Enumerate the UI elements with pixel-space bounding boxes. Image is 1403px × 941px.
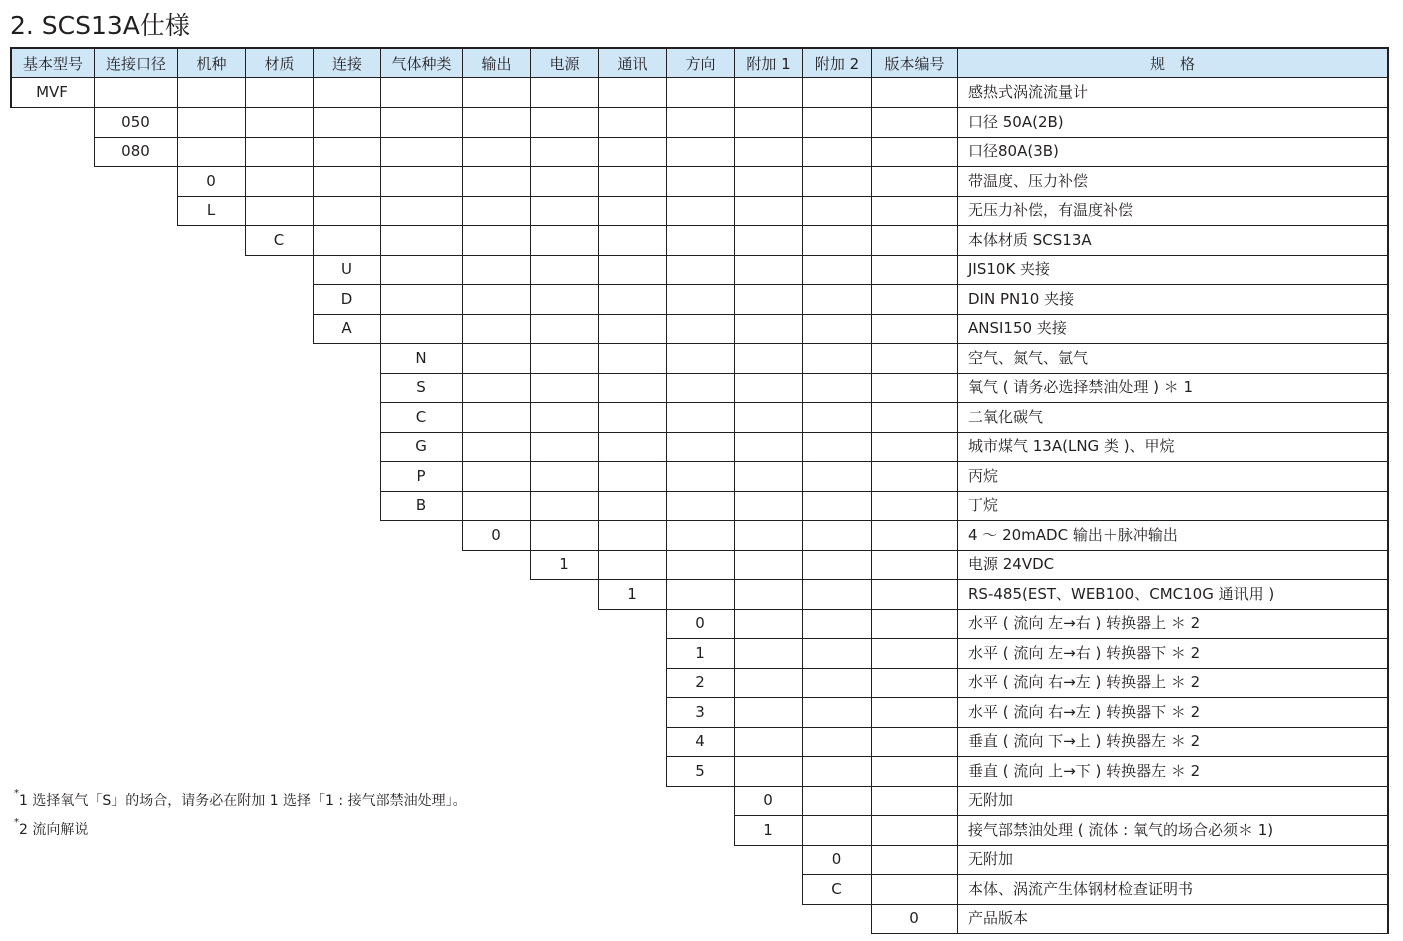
header-connection: 连接: [313, 49, 380, 78]
column-line: [245, 78, 246, 255]
option-code: D: [340, 289, 353, 308]
spec-text: 口径80A(3B): [968, 142, 1059, 160]
table-right-border: [1387, 78, 1389, 934]
spec-text: 垂直 ( 流向 下→上 ) 转换器左 ＊ 2: [968, 732, 1201, 750]
spec-text: 口径 50A(2B): [968, 112, 1064, 131]
column-line: [94, 78, 95, 167]
header-power: 电源: [530, 49, 598, 78]
column-line: [598, 78, 599, 609]
header-specification: 规 格: [957, 49, 1389, 78]
option-code: 1: [627, 584, 637, 603]
row-divider: [245, 255, 1389, 256]
spec-text: JIS10K 夹接: [968, 260, 1051, 278]
header-basic-model: 基本型号: [10, 49, 94, 78]
row-divider: [380, 432, 1389, 433]
column-line: [10, 78, 12, 108]
option-code: 3: [695, 702, 705, 721]
option-code: 080: [121, 142, 150, 160]
option-code: C: [273, 230, 285, 249]
header-option-1: 附加 1: [734, 49, 802, 78]
option-code: L: [206, 201, 216, 219]
option-code: G: [415, 437, 427, 455]
spec-text: 无压力补偿，有温度补偿: [968, 201, 1134, 219]
spec-text: 电源 24VDC: [968, 555, 1055, 573]
row-divider: [380, 373, 1389, 374]
spec-text: 水平 ( 流向 左→右 ) 转换器下 ＊ 2: [968, 643, 1201, 662]
column-line: [313, 78, 314, 344]
spec-text: 水平 ( 流向 右→左 ) 转换器上 ＊ 2: [968, 673, 1201, 691]
footnote-text: 1 选择氧气「S」的场合，请务必在附加 1 选择「1 : 接气部禁油处理」。: [19, 793, 467, 809]
option-code: A: [341, 319, 352, 337]
column-line: [530, 78, 531, 580]
option-code: P: [416, 466, 426, 485]
row-divider: [313, 314, 1389, 315]
option-code: 0: [695, 614, 705, 632]
spec-text: RS-485(EST、WEB100、CMC10G 通讯用 ): [968, 584, 1275, 603]
option-code: 4: [695, 732, 705, 750]
option-code: 1: [559, 555, 569, 573]
spec-text: ANSI150 夹接: [968, 319, 1067, 337]
header-communication: 通讯: [598, 49, 666, 78]
footnote-mark: *: [14, 817, 19, 828]
spec-text: 接气部禁油处理 ( 流体 : 氧气的场合必须＊ 1): [968, 820, 1274, 839]
spec-text: 氧气 ( 请务必选择禁油处理 ) ＊ 1: [968, 378, 1194, 396]
page-title: 2. SCS13A仕様: [10, 11, 190, 40]
spec-text: 本体材质 SCS13A: [968, 230, 1092, 249]
option-code: U: [341, 260, 352, 278]
spec-text: 空气、氮气、氩气: [968, 348, 1089, 367]
footnote-mark: *: [14, 788, 19, 799]
column-line: [734, 78, 735, 845]
option-code: 050: [121, 112, 150, 131]
row-divider: [10, 107, 1389, 108]
spec-text: 城市煤气 13A(LNG 类 )、甲烷: [968, 437, 1175, 455]
column-line: [177, 78, 178, 226]
row-divider: [94, 166, 1389, 167]
row-divider: [177, 196, 1389, 197]
row-divider: [380, 491, 1389, 492]
header-direction: 方向: [666, 49, 734, 78]
option-code: 0: [831, 850, 842, 868]
spec-text: 产品版本: [968, 909, 1029, 927]
spec-text: 丙烷: [968, 466, 999, 485]
row-divider: [462, 550, 1389, 551]
option-code: 5: [695, 761, 705, 780]
option-code: 0: [491, 525, 501, 544]
option-code: N: [415, 348, 427, 367]
header-bore-size: 连接口径: [94, 49, 177, 78]
column-line: [871, 78, 872, 934]
row-divider: [313, 343, 1389, 344]
spec-text: 带温度、压力补偿: [968, 171, 1089, 190]
row-divider: [313, 284, 1389, 285]
spec-text: DIN PN10 夹接: [968, 289, 1075, 308]
column-line: [462, 78, 463, 550]
spec-text: 水平 ( 流向 左→右 ) 转换器上 ＊ 2: [968, 614, 1201, 632]
spec-text: 无附加: [968, 850, 1014, 868]
column-line: [666, 78, 667, 786]
footnote-1: [14, 790, 467, 810]
footnote-text: 2 流向解说: [19, 822, 89, 838]
option-code: 0: [206, 171, 216, 190]
header-model-type: 机种: [177, 49, 245, 78]
option-code: 2: [695, 673, 705, 691]
column-line: [380, 78, 381, 521]
option-code: 0: [909, 909, 919, 927]
footnote-2: [14, 819, 88, 839]
spec-column-line: [957, 78, 958, 934]
header-output: 输出: [462, 49, 530, 78]
option-code: S: [416, 378, 426, 396]
row-divider: [177, 225, 1389, 226]
spec-text: 4 ～ 20mADC 输出＋脉冲输出: [968, 525, 1178, 544]
column-line: [802, 78, 803, 904]
header-version-number: 版本编号: [871, 49, 957, 78]
option-code: C: [831, 879, 842, 898]
option-code: 1: [695, 643, 705, 662]
header-option-2: 附加 2: [802, 49, 871, 78]
row-divider: [380, 461, 1389, 462]
header-material: 材质: [245, 49, 313, 78]
spec-text: 二氧化碳气: [968, 407, 1044, 426]
option-code: MVF: [36, 83, 68, 101]
spec-text: 垂直 ( 流向 上→下 ) 转换器左 ＊ 2: [968, 761, 1201, 780]
row-divider: [380, 402, 1389, 403]
row-divider: [871, 933, 1389, 934]
spec-text: 丁烷: [968, 496, 999, 514]
option-code: 0: [763, 791, 773, 809]
option-code: C: [415, 407, 427, 426]
spec-text: 感热式涡流流量计: [968, 83, 1089, 101]
header-gas-type: 气体种类: [380, 49, 462, 78]
spec-text: 水平 ( 流向 右→左 ) 转换器下 ＊ 2: [968, 702, 1201, 721]
row-divider: [94, 137, 1389, 138]
option-code: 1: [763, 820, 773, 839]
option-code: B: [415, 496, 427, 514]
row-divider: [380, 520, 1389, 521]
spec-text: 无附加: [968, 791, 1014, 809]
spec-text: 本体、涡流产生体钢材检查证明书: [968, 879, 1194, 898]
